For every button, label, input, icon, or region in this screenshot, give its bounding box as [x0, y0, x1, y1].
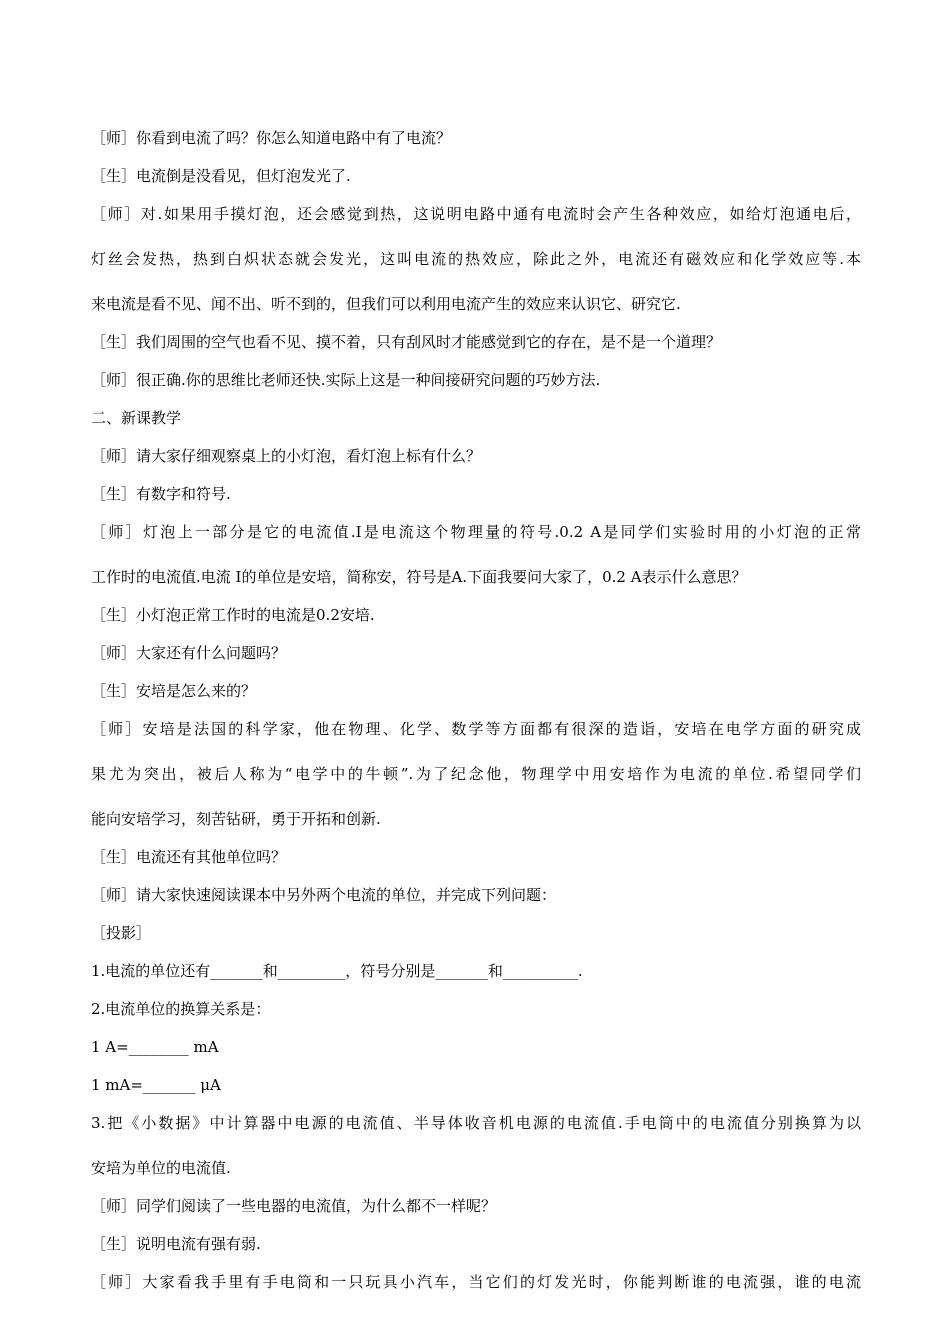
text-line: 灯丝会发热，热到白炽状态就会发光，这叫电流的热效应，除此之外，电流还有磁效应和化学效应等.本: [91, 250, 861, 268]
text-line: 果尤为突出，被后人称为“电学中的牛顿”.为了纪念他，物理学中用安培作为电流的单位.希望同学们: [91, 765, 861, 783]
text-line: ［师］你看到电流了吗？你怎么知道电路中有了电流？: [91, 129, 452, 147]
text-line: ［师］大家还有什么问题吗？: [91, 644, 287, 662]
text-line: 能向安培学习，刻苦钻研，勇于开拓和创新.: [91, 810, 381, 828]
text-line: ［投影］: [91, 924, 152, 942]
text-line: ［生］我们周围的空气也看不见、摸不着，只有刮风时才能感觉到它的存在，是不是一个道理？: [91, 333, 722, 351]
text-line: ［师］同学们阅读了一些电器的电流值，为什么都不一样呢？: [91, 1197, 497, 1215]
exercise-line: 3.把《小数据》中计算器中电源的电流值、半导体收音机电源的电流值.手电筒中的电流值分别换算为以: [91, 1114, 861, 1132]
section-heading: 二、新课教学: [91, 409, 182, 427]
text-line: ［师］安培是法国的科学家，他在物理、化学、数学等方面都有很深的造诣，安培在电学方面的研究成: [91, 720, 861, 738]
exercise-line: 1.电流的单位还有_______和_________，符号分别是_______和__________.: [91, 962, 583, 980]
text-line: 工作时的电流值.电流 I的单位是安培，简称安，符号是A.下面我要问大家了，0.2 A表示什么意思？: [91, 568, 747, 586]
text-line: 来电流是看不见、闻不出、听不到的，但我们可以利用电流产生的效应来认识它、研究它.: [91, 295, 681, 313]
text-line: ［生］有数字和符号.: [91, 485, 231, 503]
text-line: ［生］电流倒是没看见，但灯泡发光了.: [91, 167, 351, 185]
document-page: [91, 128, 861, 1310]
text-line: ［师］大家看我手里有手电筒和一只玩具小汽车，当它们的灯发光时，你能判断谁的电流强，谁的电流: [91, 1273, 861, 1291]
text-line: ［生］小灯泡正常工作时的电流是0.2安培.: [91, 606, 375, 624]
text-line: ［师］请大家快速阅读课本中另外两个电流的单位，并完成下列问题：: [91, 886, 557, 904]
text-line: ［师］请大家仔细观察桌上的小灯泡，看灯泡上标有什么？: [91, 447, 482, 465]
text-line: ［生］安培是怎么来的？: [91, 682, 257, 700]
exercise-line: 1 mA=_______ μA: [91, 1076, 221, 1094]
exercise-line: 安培为单位的电流值.: [91, 1159, 231, 1177]
text-line: ［生］说明电流有强有弱.: [91, 1235, 261, 1253]
text-line: ［生］电流还有其他单位吗？: [91, 848, 287, 866]
exercise-line: 2.电流单位的换算关系是：: [91, 1000, 271, 1018]
exercise-line: 1 A=________ mA: [91, 1038, 219, 1056]
text-line: ［师］很正确.你的思维比老师还快.实际上这是一种间接研究问题的巧妙方法.: [91, 371, 601, 389]
text-line: ［师］灯泡上一部分是它的电流值.I是电流这个物理量的符号.0.2 A是同学们实验时用的小灯泡的正常: [91, 523, 861, 541]
text-line: ［师］对.如果用手摸灯泡，还会感觉到热，这说明电路中通有电流时会产生各种效应，如给灯泡通电后，: [91, 205, 861, 223]
